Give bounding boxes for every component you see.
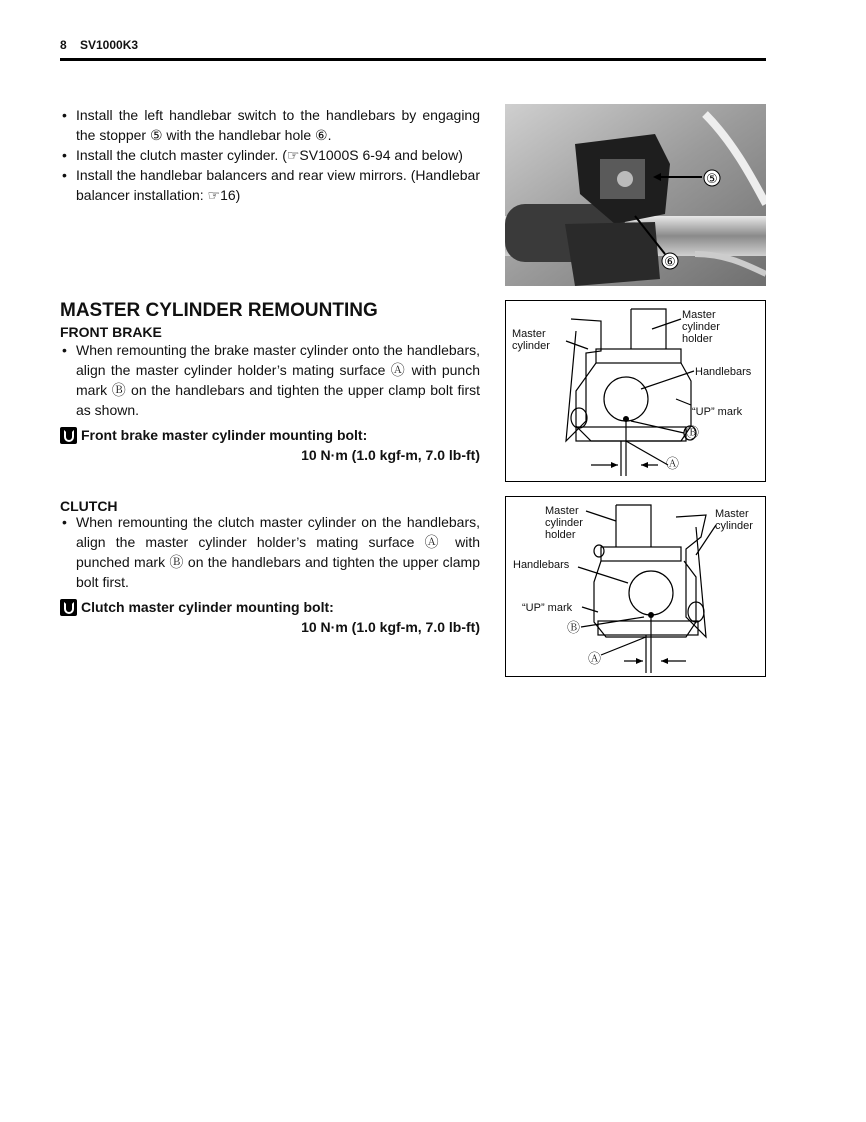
label-master-cylinder: Master cylinder <box>512 328 550 352</box>
bullet-item: • When remounting the brake master cylinder onto the handlebars, align the master cylinder holder’s mating surface Ⓐ with punch mark Ⓑ on the handlebars and tighten the upper clamp bolt first as shown. <box>60 340 480 420</box>
photo-illustration <box>505 104 766 286</box>
torque-label: Clutch master cylinder mounting bolt: <box>81 599 334 615</box>
label-handlebars: Handlebars <box>695 366 752 378</box>
callout-b: Ⓑ <box>567 620 581 635</box>
label-master-cylinder-holder: Master cylinder holder <box>682 309 720 345</box>
label-up-mark: “UP” mark <box>522 602 573 614</box>
clutch-torque <box>60 597 480 637</box>
torque-label: Front brake master cylinder mounting bolt: <box>81 427 368 443</box>
torque-wrench-icon <box>60 427 77 444</box>
label-master-cylinder-holder: Master cylinder holder <box>545 505 583 541</box>
torque-value: 10 N·m (1.0 kgf-m, 7.0 lb-ft) <box>301 619 480 635</box>
callout-a: Ⓐ <box>666 456 680 471</box>
section-title: MASTER CYLINDER REMOUNTING <box>60 300 378 321</box>
front-brake-torque <box>60 425 480 465</box>
bullet-item: • When remounting the clutch master cylinder on the handlebars, align the master cylinder holder’s mating surface Ⓐ with punched mark Ⓑ on the handlebars and tighten the upper clamp bolt first. <box>60 512 480 592</box>
callout-a: Ⓐ <box>588 651 602 666</box>
clutch-bullets <box>60 512 480 592</box>
label-master-cylinder: Master cylinder <box>715 508 753 532</box>
callout-5: ⑤ <box>706 172 718 187</box>
label-up-mark: “UP” mark <box>692 406 743 418</box>
bullet-item: • Install the left handlebar switch to the handlebars by engaging the stopper ⑤ with the handlebar hole ⑥. <box>60 105 480 145</box>
label-handlebars: Handlebars <box>513 559 570 571</box>
callout-b: Ⓑ <box>686 425 700 440</box>
clutch-title: CLUTCH <box>60 498 118 514</box>
front-brake-title: FRONT BRAKE <box>60 324 162 340</box>
torque-value: 10 N·m (1.0 kgf-m, 7.0 lb-ft) <box>301 447 480 463</box>
intro-bullet-list <box>60 105 480 205</box>
handlebar-switch-photo <box>505 104 766 286</box>
clutch-diagram <box>505 496 766 677</box>
bullet-item: • Install the handlebar balancers and rear view mirrors. (Handlebar balancer installation: ☞16) <box>60 165 480 205</box>
page-number: 8 <box>60 38 67 52</box>
torque-wrench-icon <box>60 599 77 616</box>
bullet-item: • Install the clutch master cylinder. (☞SV1000S 6-94 and below) <box>60 145 480 165</box>
front-brake-diagram <box>505 300 766 482</box>
callout-6: ⑥ <box>664 255 676 270</box>
model-code: SV1000K3 <box>80 38 139 52</box>
page-header <box>60 38 766 61</box>
front-brake-bullets <box>60 340 480 420</box>
